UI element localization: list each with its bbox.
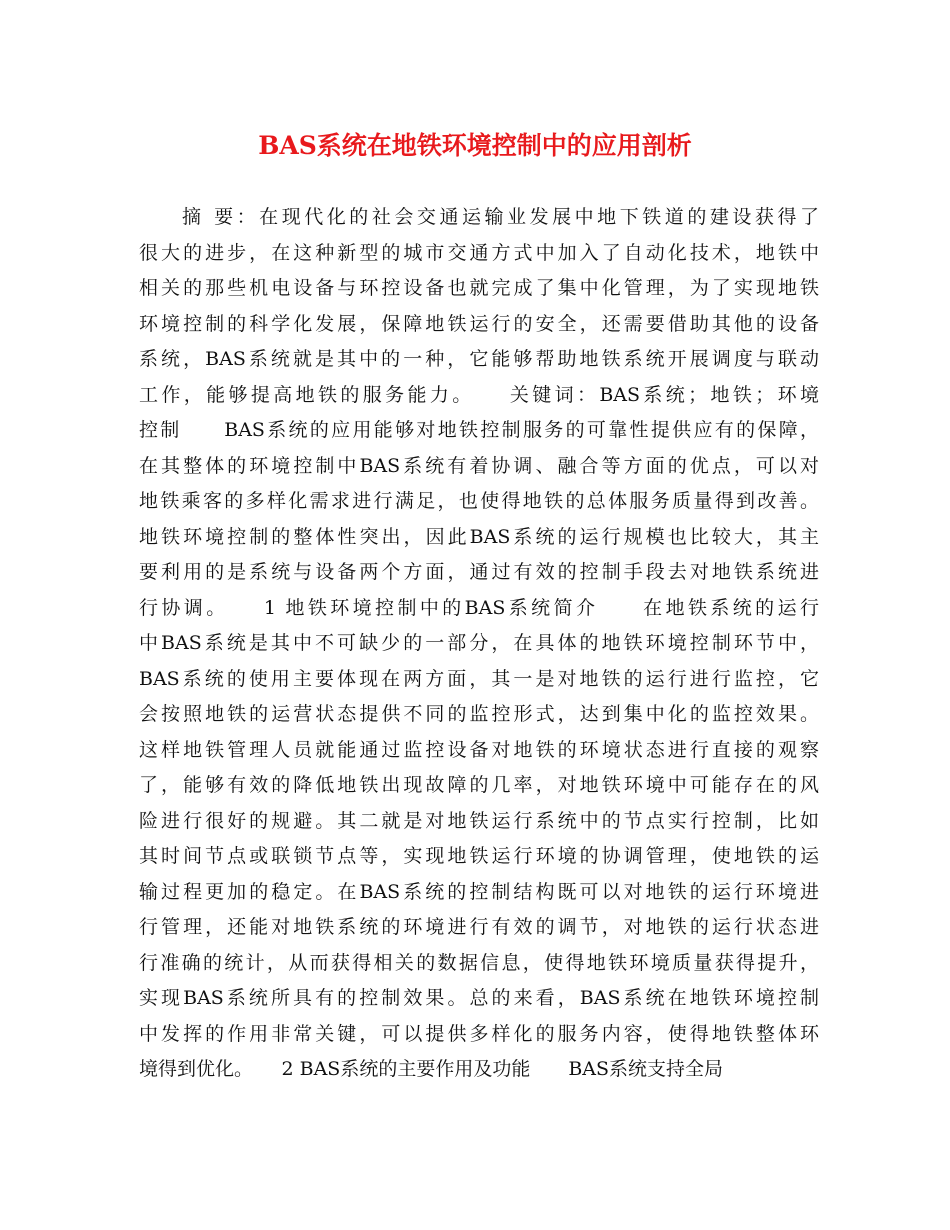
document-title: BAS系统在地铁环境控制中的应用剖析 (258, 131, 692, 160)
body-line: 行协调。 1 地铁环境控制中的BAS系统简介 在地铁系统的运行 (139, 596, 819, 619)
body-line: 境得到优化。 2 BAS系统的主要作用及功能 BAS系统支持全局 (139, 1058, 724, 1080)
body-line: 输过程更加的稳定。在BAS系统的控制结构既可以对地铁的运行环境进 (139, 880, 819, 903)
body-line: 在其整体的环境控制中BAS系统有着协调、融合等方面的优点，可以对 (139, 454, 819, 477)
document-body (139, 200, 819, 1088)
body-line: 很大的进步，在这种新型的城市交通方式中加入了自动化技术，地铁中 (139, 241, 819, 264)
body-line: 系统，BAS系统就是其中的一种，它能够帮助地铁系统开展调度与联动 (139, 348, 819, 370)
body-line: 行管理，还能对地铁系统的环境进行有效的调节，对地铁的运行状态进 (139, 916, 819, 938)
body-line: 行准确的统计，从而获得相关的数据信息，使得地铁环境质量获得提升， (139, 951, 819, 974)
body-line: 控制 BAS系统的应用能够对地铁控制服务的可靠性提供应有的保障， (139, 419, 819, 441)
body-line: 要利用的是系统与设备两个方面，通过有效的控制手段去对地铁系统进 (139, 561, 819, 583)
body-line: 地铁乘客的多样化需求进行满足，也使得地铁的总体服务质量得到改善。 (139, 490, 819, 512)
body-line: BAS系统的使用主要体现在两方面，其一是对地铁的运行进行监控，它 (139, 667, 819, 690)
body-line: 相关的那些机电设备与环控设备也就完成了集中化管理，为了实现地铁 (139, 277, 819, 299)
body-line: 摘 要：在现代化的社会交通运输业发展中地下铁道的建设获得了 (182, 206, 819, 228)
body-line: 环境控制的科学化发展，保障地铁运行的安全，还需要借助其他的设备 (139, 312, 819, 335)
body-line: 实现BAS系统所具有的控制效果。总的来看，BAS系统在地铁环境控制 (139, 987, 819, 1009)
body-line: 这样地铁管理人员就能通过监控设备对地铁的环境状态进行直接的观察 (139, 738, 819, 761)
body-line: 其时间节点或联锁节点等，实现地铁运行环境的协调管理，使地铁的运 (139, 845, 819, 867)
body-line: 中发挥的作用非常关键，可以提供多样化的服务内容，使得地铁整体环 (139, 1022, 819, 1045)
body-line: 会按照地铁的运营状态提供不同的监控形式，达到集中化的监控效果。 (139, 703, 819, 725)
body-line: 地铁环境控制的整体性突出，因此BAS系统的运行规模也比较大，其主 (139, 525, 819, 548)
body-line: 险进行很好的规避。其二就是对地铁运行系统中的节点实行控制，比如 (139, 809, 819, 832)
body-line: 了，能够有效的降低地铁出现故障的几率，对地铁环境中可能存在的风 (139, 774, 819, 796)
body-line: 工作，能够提高地铁的服务能力。 关键词：BAS系统；地铁；环境 (139, 383, 819, 406)
body-line: 中BAS系统是其中不可缺少的一部分，在具体的地铁环境控制环节中， (139, 632, 819, 654)
